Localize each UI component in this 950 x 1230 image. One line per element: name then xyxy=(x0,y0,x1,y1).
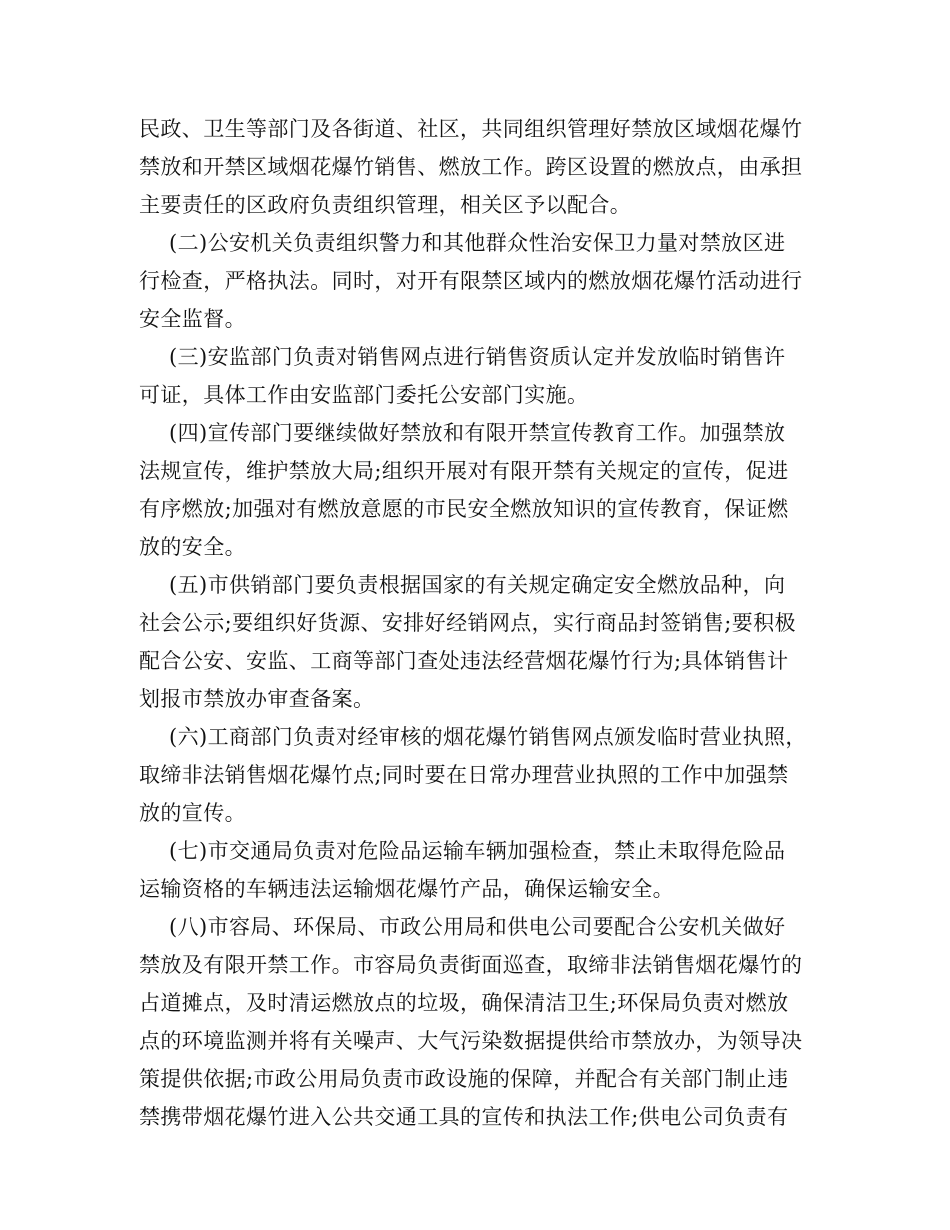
text-line: 放的宣传。 xyxy=(139,801,246,825)
text-line: 安全监督。 xyxy=(139,307,246,331)
text-line: 禁放及有限开禁工作。市容局负责街面巡查，取缔非法销售烟花爆竹的 xyxy=(139,953,803,977)
text-line: 放的安全。 xyxy=(139,535,246,559)
text-line: 有序燃放;加强对有燃放意愿的市民安全燃放知识的宣传教育，保证燃 xyxy=(139,497,789,521)
paragraph-first-line: (二)公安机关负责组织警力和其他群众性治安保卫力量对禁放区进 xyxy=(169,231,786,255)
text-line: 点的环境监测并将有关噪声、大气污染数据提供给市禁放办，为领导决 xyxy=(139,1029,803,1053)
text-line: 行检查，严格执法。同时，对开有限禁区域内的燃放烟花爆竹活动进行 xyxy=(139,269,803,293)
text-line: 民政、卫生等部门及各街道、社区，共同组织管理好禁放区域烟花爆竹 xyxy=(139,117,803,141)
text-line: 占道摊点，及时清运燃放点的垃圾，确保清洁卫生;环保局负责对燃放 xyxy=(139,991,789,1015)
paragraph-first-line: (七)市交通局负责对危险品运输车辆加强检查，禁止未取得危险品 xyxy=(169,839,786,863)
paragraph-first-line: (三)安监部门负责对销售网点进行销售资质认定并发放临时销售许 xyxy=(169,345,786,369)
document-body xyxy=(139,110,829,1136)
text-line: 禁放和开禁区域烟花爆竹销售、燃放工作。跨区设置的燃放点，由承担 xyxy=(139,155,803,179)
paragraph-first-line: (五)市供销部门要负责根据国家的有关规定确定安全燃放品种，向 xyxy=(169,573,786,597)
text-line: 主要责任的区政府负责组织管理，相关区予以配合。 xyxy=(139,193,632,217)
text-line: 策提供依据;市政公用局负责市政设施的保障，并配合有关部门制止违 xyxy=(139,1067,789,1091)
paragraph-first-line: (八)市容局、环保局、市政公用局和供电公司要配合公安机关做好 xyxy=(169,915,786,939)
paragraph-first-line: (六)工商部门负责对经审核的烟花爆竹销售网点颁发临时营业执照， xyxy=(169,725,807,749)
text-line: 禁携带烟花爆竹进入公共交通工具的宣传和执法工作;供电公司负责有 xyxy=(139,1105,789,1129)
text-line: 划报市禁放办审查备案。 xyxy=(139,687,375,711)
paragraph-first-line: (四)宣传部门要继续做好禁放和有限开禁宣传教育工作。加强禁放 xyxy=(169,421,786,445)
text-line: 可证，具体工作由安监部门委托公安部门实施。 xyxy=(139,383,589,407)
text-line: 运输资格的车辆违法运输烟花爆竹产品，确保运输安全。 xyxy=(139,877,674,901)
text-line: 配合公安、安监、工商等部门查处违法经营烟花爆竹行为;具体销售计 xyxy=(139,649,789,673)
text-line: 法规宣传，维护禁放大局;组织开展对有限开禁有关规定的宣传，促进 xyxy=(139,459,789,483)
text-line: 取缔非法销售烟花爆竹点;同时要在日常办理营业执照的工作中加强禁 xyxy=(139,763,789,787)
text-line: 社会公示;要组织好货源、安排好经销网点，实行商品封签销售;要积极 xyxy=(139,611,796,635)
